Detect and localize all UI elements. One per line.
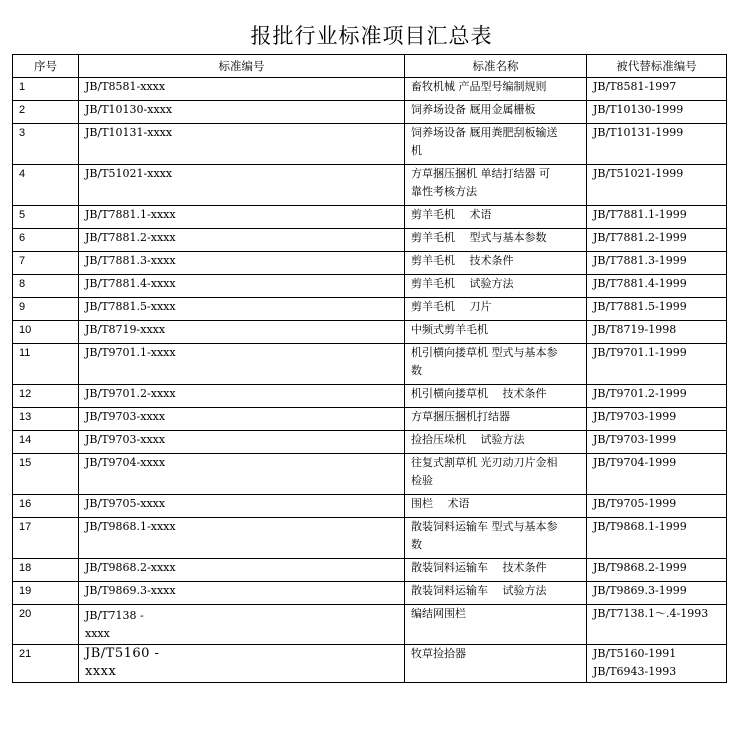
row-name [405,229,587,252]
row-code [79,344,405,385]
table-row [13,605,727,645]
row-code [79,645,405,683]
row-code [79,559,405,582]
row-replaced-line: JB/T9703-1999 [593,433,677,446]
row-name [405,252,587,275]
row-replaced-line: JB/T5160-1991 [593,647,677,660]
header-replaced: 被代替标准编号 [587,55,727,78]
row-code-line: JB/T8581-xxxx [85,80,166,93]
row-code-line: JB/T10130-xxxx [85,103,173,116]
row-code [79,206,405,229]
table-row [13,454,727,495]
row-name-line: 机引横向搂草机 技术条件 [411,387,547,400]
row-replaced-line: JB/T7881.4-1999 [593,277,687,290]
table-row [13,385,727,408]
row-code-line: JB/T9869.3-xxxx [85,584,176,597]
row-code-line: JB/T9705-xxxx [85,497,166,510]
row-code-line: JB/T7881.3-xxxx [85,254,176,267]
row-replaced [587,321,727,344]
row-code-line: JB/T9703-xxxx [85,410,166,423]
row-code-line: JB/T9868.2-xxxx [85,561,176,574]
row-code [79,252,405,275]
row-replaced [587,229,727,252]
row-name-line: 检验 [411,474,433,487]
row-seq: 10 [13,321,79,344]
row-replaced [587,495,727,518]
row-name [405,344,587,385]
table-row [13,298,727,321]
table-row [13,78,727,101]
row-code-line: JB/T7881.4-xxxx [85,277,176,290]
row-code [79,78,405,101]
row-name-line: 机引横向搂草机 型式与基本参 [411,346,558,359]
row-seq: 13 [13,408,79,431]
row-replaced-line: JB/T10130-1999 [593,103,684,116]
row-replaced-line: JB/T10131-1999 [593,126,684,139]
row-replaced [587,252,727,275]
table-row [13,101,727,124]
row-replaced-line: JB/T9701.2-1999 [593,387,687,400]
row-replaced-line: JB/T6943-1993 [593,665,677,678]
table-row [13,408,727,431]
table-row [13,275,727,298]
table-row [13,229,727,252]
row-replaced [587,165,727,206]
row-name [405,321,587,344]
row-name [405,124,587,165]
row-seq: 21 [13,645,79,683]
row-seq: 6 [13,229,79,252]
row-code-line: JB/T8719-xxxx [85,323,166,336]
row-code-line: JB/T5160 - [85,646,160,661]
row-replaced-line: JB/T9704-1999 [593,456,677,469]
row-name-line: 中频式剪羊毛机 [411,323,488,336]
row-seq: 11 [13,344,79,385]
row-name-line: 往复式割草机 光刃动刀片金相 [411,456,558,469]
row-name [405,78,587,101]
row-replaced-line: JB/T51021-1999 [593,167,684,180]
header-name: 标准名称 [405,55,587,78]
row-name [405,518,587,559]
row-replaced-line: JB/T7881.2-1999 [593,231,687,244]
row-replaced [587,298,727,321]
row-name [405,408,587,431]
row-replaced [587,431,727,454]
table-row [13,124,727,165]
row-code-line: JB/T51021-xxxx [85,167,173,180]
row-seq: 17 [13,518,79,559]
row-name-line: 饲养场设备 厩用粪肥刮板输送 [411,126,558,139]
row-code-line: JB/T9701.2-xxxx [85,387,176,400]
table-row [13,252,727,275]
row-replaced [587,124,727,165]
row-seq: 20 [13,605,79,645]
table-row [13,165,727,206]
row-seq: 5 [13,206,79,229]
row-name-line: 散装饲料运输车 型式与基本参 [411,520,558,533]
row-code-line: xxxx [85,664,117,679]
table-row [13,495,727,518]
row-code [79,518,405,559]
row-code-line: JB/T7881.5-xxxx [85,300,176,313]
row-name [405,101,587,124]
row-name-line: 机 [411,144,422,157]
row-seq: 8 [13,275,79,298]
table-row [13,645,727,683]
row-seq: 19 [13,582,79,605]
header-seq: 序号 [13,55,79,78]
row-replaced [587,559,727,582]
row-name-line: 方草捆压捆机打结器 [411,410,510,423]
row-name-line: 剪羊毛机 刀片 [411,300,492,313]
row-seq: 3 [13,124,79,165]
row-replaced [587,408,727,431]
row-replaced-line: JB/T8581-1997 [593,80,677,93]
row-code [79,101,405,124]
row-replaced-line: JB/T9703-1999 [593,410,677,423]
row-code-line: JB/T9701.1-xxxx [85,346,176,359]
row-name [405,495,587,518]
header-code: 标准编号 [79,55,405,78]
row-name-line: 畜牧机械 产品型号编制规则 [411,80,547,93]
row-replaced [587,344,727,385]
row-code [79,408,405,431]
row-name-line: 牧草捡拾器 [411,647,466,660]
row-code [79,605,405,645]
row-code [79,321,405,344]
row-seq: 7 [13,252,79,275]
table-row [13,431,727,454]
page-title: 报批行业标准项目汇总表 [250,24,493,48]
row-name [405,582,587,605]
row-name [405,275,587,298]
row-name-line: 散装饲料运输车 技术条件 [411,561,547,574]
row-replaced-line: JB/T7881.5-1999 [593,300,687,313]
row-replaced [587,275,727,298]
row-replaced [587,385,727,408]
row-replaced-line: JB/T9869.3-1999 [593,584,687,597]
row-name-line: 捡拾压垛机 试验方法 [411,433,525,446]
row-name-line: 饲养场设备 厩用金属栅板 [411,103,536,116]
row-seq: 12 [13,385,79,408]
row-seq: 1 [13,78,79,101]
table-row [13,559,727,582]
row-seq: 18 [13,559,79,582]
row-name-line: 剪羊毛机 术语 [411,208,492,221]
row-name-line: 围栏 术语 [411,497,470,510]
row-name-line: 方草捆压捆机 单结打结器 可 [411,167,550,180]
row-name [405,645,587,683]
row-code [79,454,405,495]
row-replaced-line: JB/T9868.2-1999 [593,561,687,574]
row-name [405,454,587,495]
row-replaced [587,582,727,605]
row-code-line: JB/T7881.1-xxxx [85,208,176,221]
row-code-line: JB/T9704-xxxx [85,456,166,469]
row-name [405,206,587,229]
row-seq: 9 [13,298,79,321]
row-code [79,298,405,321]
row-code-line: JB/T7881.2-xxxx [85,231,176,244]
row-replaced-line: JB/T9705-1999 [593,497,677,510]
row-code [79,495,405,518]
row-name-line: 数 [411,538,422,551]
row-seq: 4 [13,165,79,206]
row-seq: 16 [13,495,79,518]
row-seq: 15 [13,454,79,495]
row-code-line: xxxx [85,627,110,640]
row-replaced-line: JB/T7881.3-1999 [593,254,687,267]
row-name-line: 散装饲料运输车 试验方法 [411,584,547,597]
row-name-line: 编结网围栏 [411,607,466,620]
row-replaced-line: JB/T8719-1998 [593,323,677,336]
row-seq: 2 [13,101,79,124]
row-code-line: JB/T7138 - [85,609,144,622]
row-name [405,431,587,454]
table-header-row [13,55,727,78]
row-name [405,165,587,206]
row-code-line: JB/T9703-xxxx [85,433,166,446]
row-name [405,559,587,582]
row-code [79,275,405,298]
row-seq: 14 [13,431,79,454]
row-replaced [587,454,727,495]
row-code [79,582,405,605]
row-code [79,165,405,206]
row-name [405,385,587,408]
row-code [79,431,405,454]
row-name-line: 剪羊毛机 技术条件 [411,254,514,267]
row-replaced [587,605,727,645]
row-name-line: 数 [411,364,422,377]
row-name-line: 靠性考核方法 [411,185,477,198]
table-row [13,582,727,605]
row-name [405,605,587,645]
row-replaced-line: JB/T7881.1-1999 [593,208,687,221]
row-code-line: JB/T10131-xxxx [85,126,173,139]
row-code [79,124,405,165]
row-replaced-line: JB/T9868.1-1999 [593,520,687,533]
row-name-line: 剪羊毛机 型式与基本参数 [411,231,547,244]
row-replaced [587,645,727,683]
standards-table [12,54,727,683]
table-row [13,344,727,385]
table-row [13,321,727,344]
table-body [13,78,727,683]
row-code-line: JB/T9868.1-xxxx [85,520,176,533]
row-code [79,229,405,252]
row-replaced-line: JB/T7138.1～.4-1993 [593,607,709,620]
row-replaced [587,206,727,229]
row-code [79,385,405,408]
row-replaced [587,518,727,559]
row-replaced-line: JB/T9701.1-1999 [593,346,687,359]
table-row [13,206,727,229]
row-replaced [587,101,727,124]
row-name-line: 剪羊毛机 试验方法 [411,277,514,290]
row-name [405,298,587,321]
row-replaced [587,78,727,101]
table-row [13,518,727,559]
